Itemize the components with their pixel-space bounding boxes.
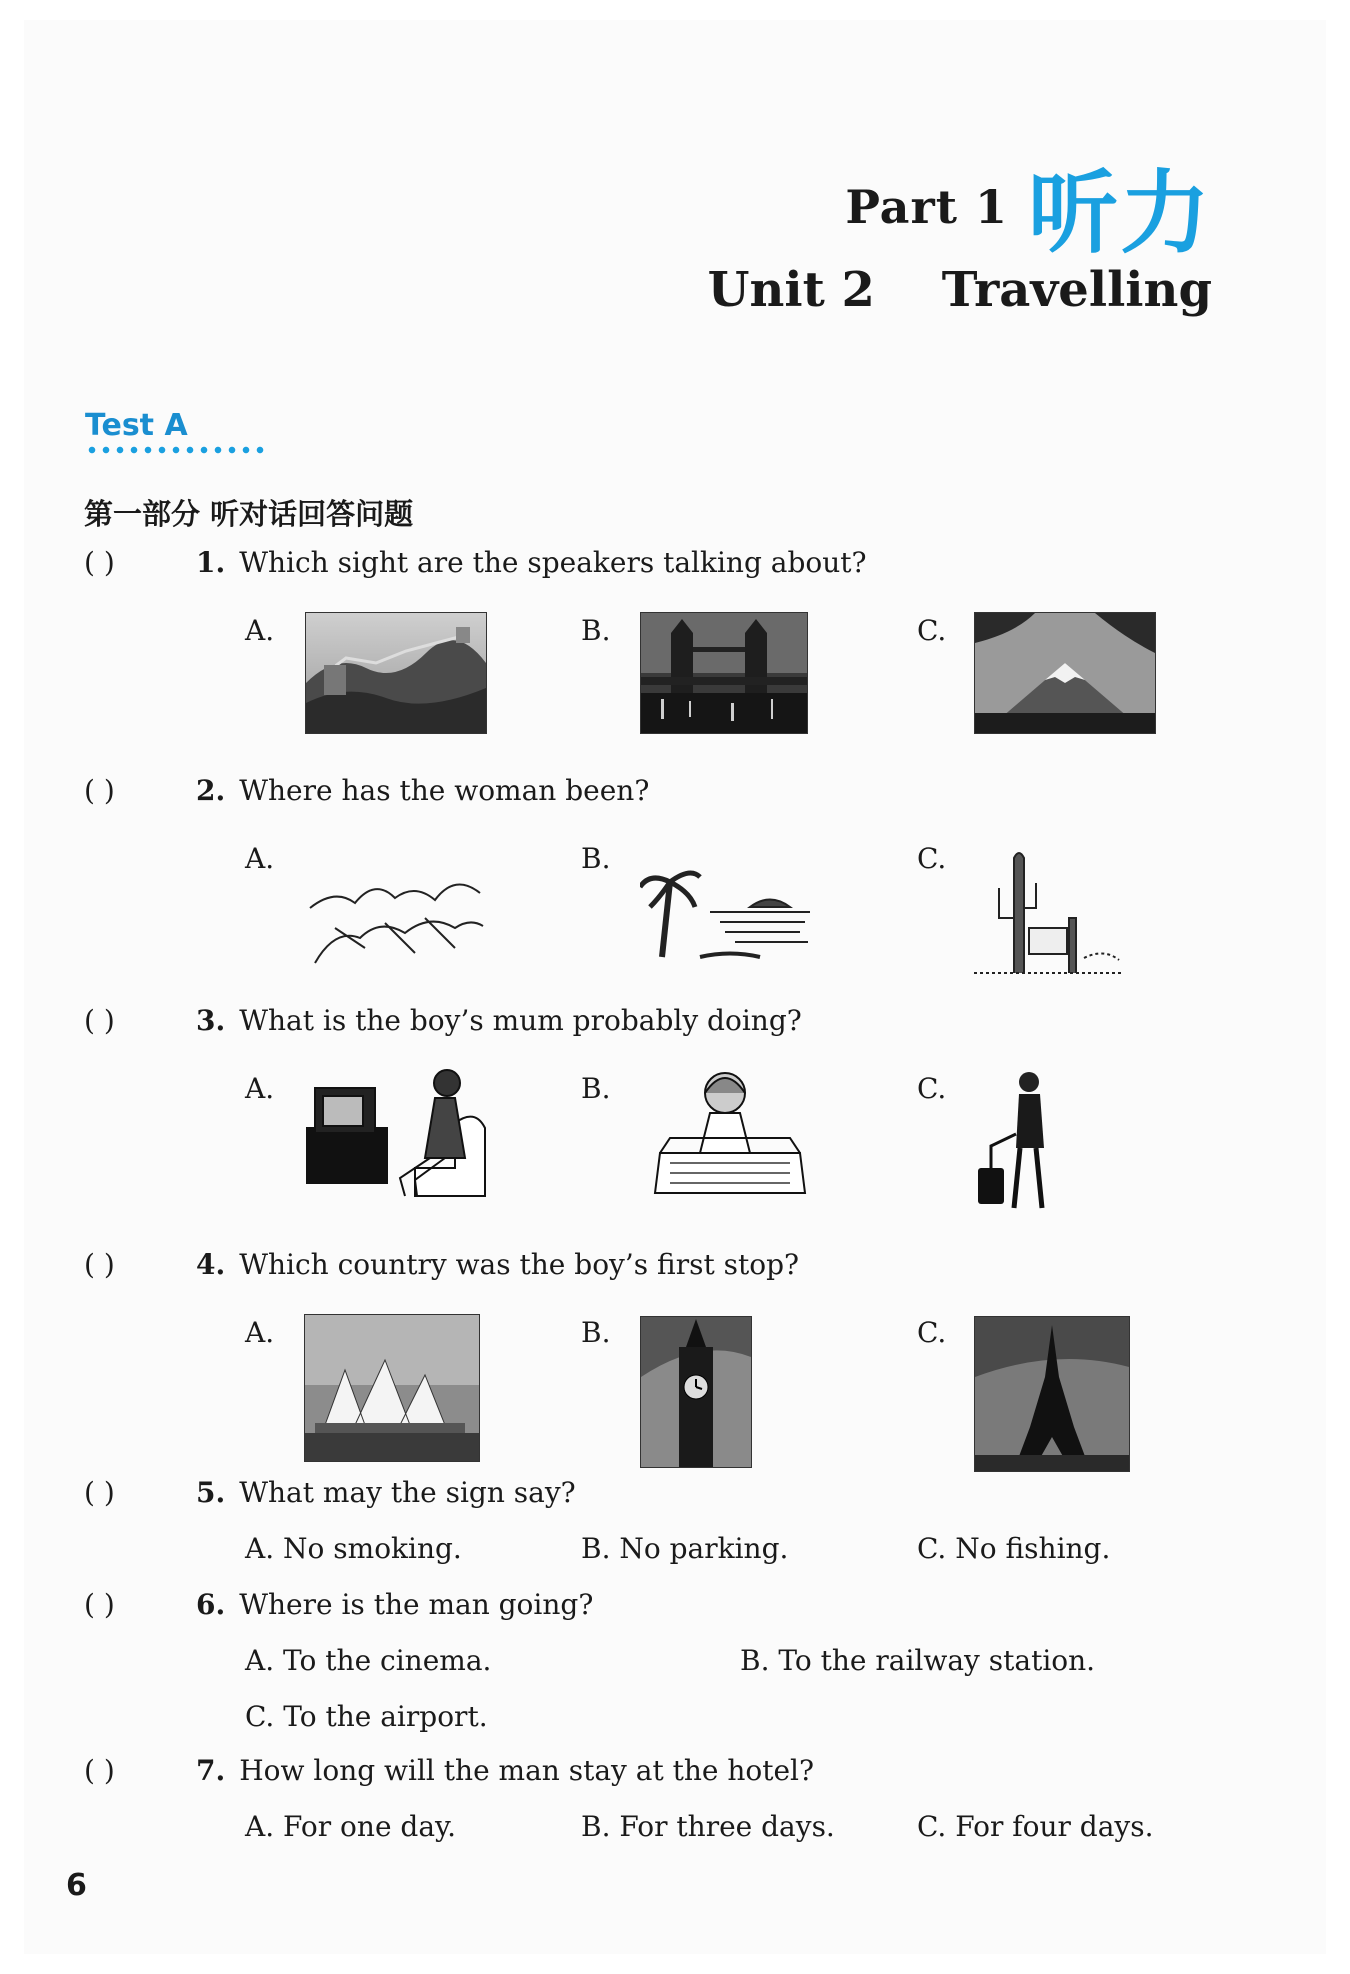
question-text: How long will the man stay at the hotel? — [239, 1754, 815, 1787]
tower-bridge-photo[interactable] — [640, 612, 808, 734]
part-chinese-title: 听力 — [1028, 161, 1212, 266]
option-a[interactable]: A. To the cinema. — [245, 1644, 492, 1677]
option-c[interactable]: C. For four days. — [917, 1810, 1154, 1843]
option-c-label: C. — [917, 1316, 947, 1349]
page-number: 6 — [66, 1868, 87, 1903]
part-title: Part 1 — [845, 180, 1008, 234]
answer-blank[interactable]: ( ) — [84, 774, 115, 807]
answer-blank[interactable]: ( ) — [84, 1754, 115, 1787]
question-text: Which country was the boy’s first stop? — [239, 1248, 800, 1281]
great-wall-photo[interactable] — [305, 612, 487, 734]
question-number: 6. — [196, 1588, 226, 1621]
mount-fuji-photo[interactable] — [974, 612, 1156, 734]
option-b-label: B. — [581, 614, 611, 647]
question-number: 7. — [196, 1754, 226, 1787]
mountains-drawing[interactable] — [305, 868, 485, 968]
option-c-label: C. — [917, 614, 947, 647]
question-text: Which sight are the speakers talking about? — [239, 546, 867, 579]
eiffel-tower-photo[interactable] — [974, 1316, 1130, 1472]
desert-drawing[interactable] — [974, 848, 1124, 978]
option-a[interactable]: A. No smoking. — [245, 1532, 462, 1565]
question-text: What may the sign say? — [239, 1476, 576, 1509]
question-number: 5. — [196, 1476, 226, 1509]
option-c[interactable]: C. No fishing. — [917, 1532, 1111, 1565]
option-a-label: A. — [245, 842, 275, 875]
option-b[interactable]: B. For three days. — [581, 1810, 835, 1843]
answer-blank[interactable]: ( ) — [84, 546, 115, 579]
option-c[interactable]: C. To the airport. — [245, 1700, 488, 1733]
option-c-label: C. — [917, 842, 947, 875]
option-c-label: C. — [917, 1072, 947, 1105]
option-b-label: B. — [581, 842, 611, 875]
question-5 — [84, 1476, 576, 1509]
dotted-underline — [85, 446, 265, 454]
option-b-label: B. — [581, 1072, 611, 1105]
question-number: 3. — [196, 1004, 226, 1037]
option-b[interactable]: B. No parking. — [581, 1532, 789, 1565]
unit-title: Unit 2 Travelling — [707, 262, 1212, 318]
section-heading: 第一部分 听对话回答问题 — [84, 497, 414, 531]
question-number: 2. — [196, 774, 226, 807]
question-2 — [84, 774, 649, 807]
sydney-opera-house-photo[interactable] — [304, 1314, 480, 1462]
question-number: 4. — [196, 1248, 226, 1281]
beach-drawing[interactable] — [640, 862, 810, 972]
question-number: 1. — [196, 546, 226, 579]
woman-with-suitcase-photo[interactable] — [974, 1068, 1074, 1218]
question-text: Where has the woman been? — [239, 774, 650, 807]
option-a-label: A. — [245, 1072, 275, 1105]
question-6 — [84, 1588, 593, 1621]
big-ben-photo[interactable] — [640, 1316, 752, 1468]
option-b[interactable]: B. To the railway station. — [740, 1644, 1096, 1677]
option-b-label: B. — [581, 1316, 611, 1349]
question-text: Where is the man going? — [239, 1588, 594, 1621]
option-a-label: A. — [245, 614, 275, 647]
question-1 — [84, 546, 867, 579]
packing-suitcase-drawing[interactable] — [640, 1068, 810, 1203]
option-a[interactable]: A. For one day. — [245, 1810, 457, 1843]
watching-tv-drawing[interactable] — [305, 1068, 490, 1198]
question-text: What is the boy’s mum probably doing? — [239, 1004, 802, 1037]
question-7 — [84, 1754, 814, 1787]
answer-blank[interactable]: ( ) — [84, 1248, 115, 1281]
question-4 — [84, 1248, 799, 1281]
answer-blank[interactable]: ( ) — [84, 1004, 115, 1037]
question-3 — [84, 1004, 802, 1037]
option-a-label: A. — [245, 1316, 275, 1349]
answer-blank[interactable]: ( ) — [84, 1588, 115, 1621]
answer-blank[interactable]: ( ) — [84, 1476, 115, 1509]
test-label: Test A — [85, 408, 188, 443]
